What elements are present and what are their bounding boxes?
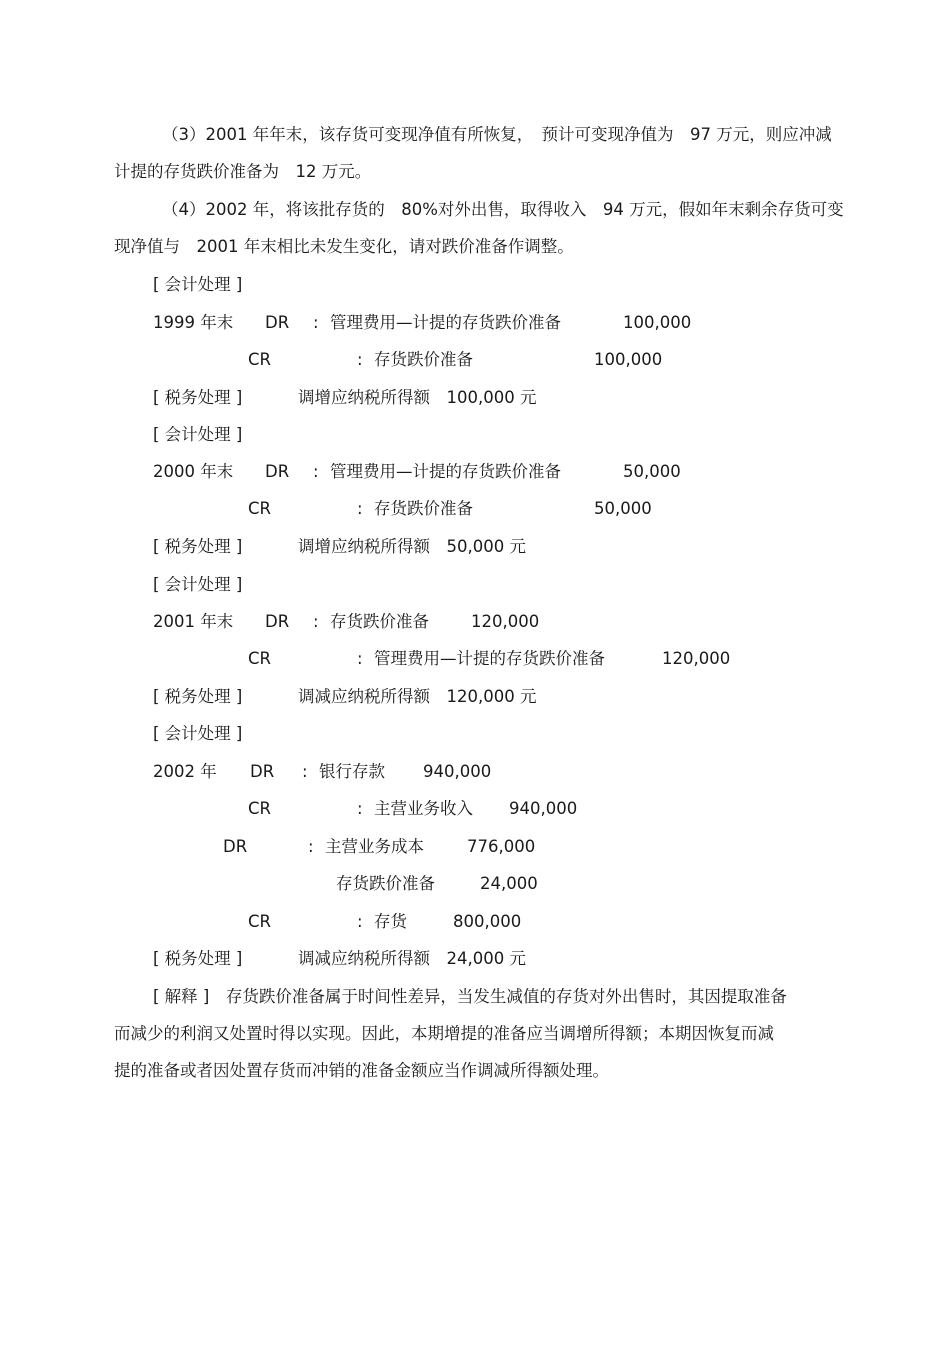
credit-label: CR (248, 350, 271, 369)
debit-label: DR (265, 313, 290, 332)
debit-account: 管理费用—计提的存货跌价准备 (330, 462, 561, 481)
credit-amount: 50,000 (594, 499, 652, 518)
debit-label: DR (250, 762, 275, 781)
paragraph-4-line-1: （4）2002 年，将该批存货的 80%对外出售，取得收入 94 万元，假如年末剩余存货可变 (162, 200, 844, 219)
accounting-heading: [ 会计处理 ] (153, 575, 243, 594)
accounting-heading: [ 会计处理 ] (153, 275, 243, 294)
credit-amount: 940,000 (509, 799, 578, 818)
credit-label: CR (248, 799, 271, 818)
debit-label: DR (223, 837, 248, 856)
debit-label: DR (265, 462, 290, 481)
colon: : (308, 837, 314, 856)
debit-account: 存货跌价准备 (336, 874, 435, 893)
credit-amount: 100,000 (594, 350, 663, 369)
colon: : (357, 350, 363, 369)
colon: : (357, 649, 363, 668)
debit-account: 管理费用—计提的存货跌价准备 (330, 313, 561, 332)
credit-account: 主营业务收入 (374, 799, 473, 818)
entry-year: 2002 年 (153, 762, 217, 781)
tax-heading: [ 税务处理 ] (153, 949, 243, 968)
colon: : (313, 612, 319, 631)
explanation-line-3: 提的准备或者因处置存货而冲销的准备金额应当作调减所得额处理。 (114, 1061, 609, 1080)
credit-account: 管理费用—计提的存货跌价准备 (374, 649, 605, 668)
credit-label: CR (248, 649, 271, 668)
tax-adjustment: 调增应纳税所得额 50,000 元 (298, 537, 526, 556)
paragraph-3-line-2: 计提的存货跌价准备为 12 万元。 (114, 162, 372, 181)
colon: : (357, 912, 363, 931)
accounting-heading: [ 会计处理 ] (153, 425, 243, 444)
credit-amount: 120,000 (662, 649, 731, 668)
debit-amount: 50,000 (623, 462, 681, 481)
credit-amount: 800,000 (453, 912, 522, 931)
tax-heading: [ 税务处理 ] (153, 687, 243, 706)
colon: : (302, 762, 308, 781)
explanation-line-1: [ 解释 ] 存货跌价准备属于时间性差异，当发生减值的存货对外出售时，其因提取准备 (153, 987, 787, 1006)
tax-adjustment: 调增应纳税所得额 100,000 元 (298, 388, 537, 407)
debit-amount: 100,000 (623, 313, 692, 332)
debit-account: 存货跌价准备 (330, 612, 429, 631)
credit-account: 存货跌价准备 (374, 350, 473, 369)
accounting-heading: [ 会计处理 ] (153, 724, 243, 743)
debit-amount: 120,000 (471, 612, 540, 631)
debit-amount: 24,000 (480, 874, 538, 893)
tax-heading: [ 税务处理 ] (153, 537, 243, 556)
credit-label: CR (248, 912, 271, 931)
tax-adjustment: 调减应纳税所得额 24,000 元 (298, 949, 526, 968)
colon: : (313, 313, 319, 332)
credit-label: CR (248, 499, 271, 518)
entry-year: 2001 年末 (153, 612, 234, 631)
credit-account: 存货 (374, 912, 407, 931)
colon: : (357, 799, 363, 818)
explanation-line-2: 而减少的利润又处置时得以实现。因此，本期增提的准备应当调增所得额；本期因恢复而减 (114, 1024, 774, 1043)
debit-amount: 776,000 (467, 837, 536, 856)
debit-account: 银行存款 (319, 762, 385, 781)
paragraph-4-line-2: 现净值与 2001 年末相比未发生变化，请对跌价准备作调整。 (114, 237, 574, 256)
credit-account: 存货跌价准备 (374, 499, 473, 518)
colon: : (313, 462, 319, 481)
entry-year: 2000 年末 (153, 462, 234, 481)
entry-year: 1999 年末 (153, 313, 234, 332)
debit-amount: 940,000 (423, 762, 492, 781)
debit-label: DR (265, 612, 290, 631)
paragraph-3-line-1: （3）2001 年年末，该存货可变现净值有所恢复， 预计可变现净值为 97 万元，则应冲减 (162, 125, 832, 144)
colon: : (357, 499, 363, 518)
debit-account: 主营业务成本 (325, 837, 424, 856)
tax-heading: [ 税务处理 ] (153, 388, 243, 407)
tax-adjustment: 调减应纳税所得额 120,000 元 (298, 687, 537, 706)
